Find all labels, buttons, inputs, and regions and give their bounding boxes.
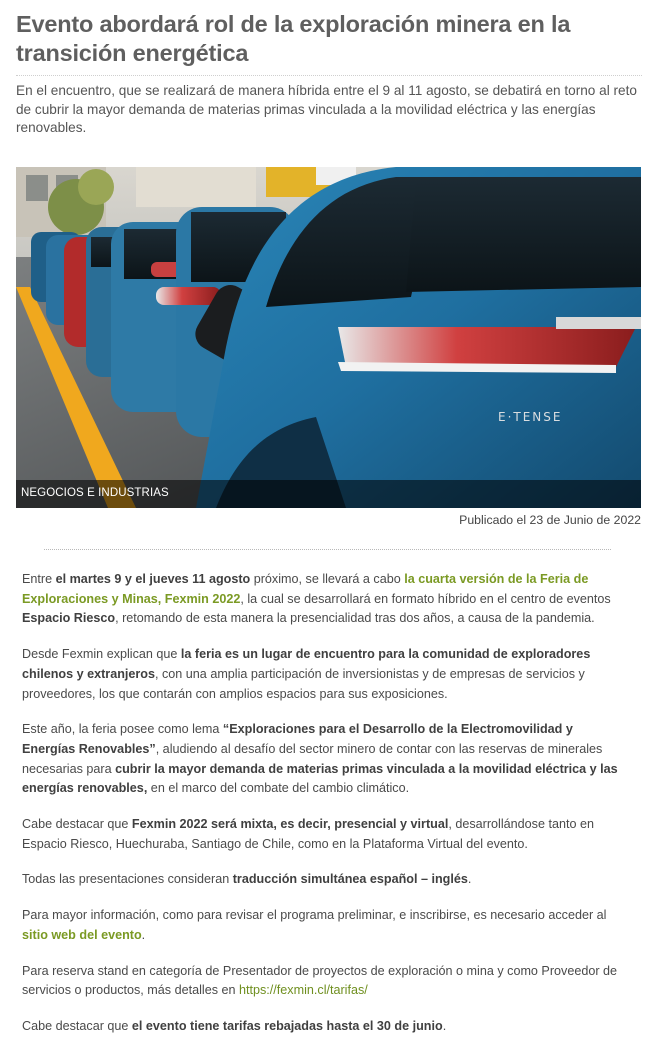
text-run: Cabe destacar que	[22, 1018, 132, 1033]
category-banner[interactable]	[16, 480, 641, 508]
text-run: Todas las presentaciones consideran	[22, 872, 233, 887]
bold-text: traducción simultánea español – inglés	[232, 872, 468, 887]
text-run: , la cual se desarrollará en formato híbrido en el centro de eventos	[240, 591, 611, 606]
bold-text: “Exploraciones para el Desarrollo de la Electromovilidad y Energías Renovables”	[22, 722, 573, 756]
paragraph	[22, 570, 622, 629]
bold-text: Fexmin 2022 será mixta, es decir, presencial y virtual	[131, 817, 449, 832]
text-run: .	[141, 927, 146, 942]
article-link[interactable]: sitio web del evento	[22, 927, 142, 942]
bold-text: el evento tiene tarifas rebajadas hasta el 30 de junio	[131, 1018, 443, 1033]
paragraph	[22, 1017, 622, 1037]
text-run: en el marco del combate del cambio climático.	[147, 781, 410, 796]
article-lead: En el encuentro, que se realizará de manera híbrida entre el 9 al 11 agosto, se debatirá en torno al reto de cubrir la mayor demanda de materias primas vinculada a la movilidad eléctrica y las energías renovables.	[16, 83, 637, 135]
bold-text: cubrir la mayor demanda de materias primas vinculada a la movilidad eléctrica y las energías renovables	[22, 761, 618, 796]
bold-text: ,	[143, 781, 148, 796]
category-label[interactable]: NEGOCIOS E INDUSTRIAS	[21, 487, 169, 499]
text-run: Entre	[22, 572, 56, 586]
car-badge-text: E·TENSE	[498, 410, 563, 424]
paragraph	[22, 870, 622, 890]
text-run: , retomando de esta manera la presencialidad tras dos años, a causa de la pandemia.	[115, 611, 595, 626]
paragraph	[22, 815, 622, 854]
url-link[interactable]: https://fexmin.cl/tarifas/	[239, 983, 368, 998]
text-run: , desarrollándose tanto en Espacio Riesco, Huechuraba, Santiago de Chile, como en la Plataforma Virtual del evento.	[22, 817, 594, 851]
body-divider	[44, 549, 611, 550]
text-run: Desde Fexmin explican que	[22, 647, 181, 662]
electric-cars-photo	[16, 167, 641, 508]
text-run: Cabe destacar que	[22, 817, 132, 832]
bold-text: Espacio Riesco	[22, 611, 116, 626]
paragraph	[22, 645, 622, 704]
article-body	[22, 570, 622, 1053]
text-run: Este año, la feria posee como lema	[22, 722, 223, 737]
text-run: Para mayor información, como para revisar el programa preliminar, e inscribirse, es necesario acceder al	[22, 908, 607, 923]
text-run: próximo, se llevará a cabo	[250, 572, 405, 586]
paragraph	[22, 962, 622, 1001]
text-run: , con una amplia participación de inversionistas y de empresas de servicios y proveedores, los que contarán con amplios espacios para sus exposiciones.	[22, 666, 585, 701]
article-link[interactable]: la cuarta versión de la Feria de Exploraciones y Minas, Fexmin 2022	[22, 572, 589, 606]
text-run: .	[467, 872, 472, 887]
paragraph	[22, 720, 622, 799]
text-run: , aludiendo al desafío del sector minero de contar con las reservas de minerales necesarias para	[22, 741, 603, 776]
text-run: .	[442, 1018, 447, 1033]
text-run: Para reserva stand en categoría de Presentador de proyectos de exploración o mina y como Proveedor de servicios o productos, más detalles en	[22, 963, 618, 998]
bold-text: el martes 9 y el jueves 11 agosto	[55, 572, 251, 586]
paragraph	[22, 906, 622, 945]
publish-date: Publicado el 23 de Junio de 2022	[459, 513, 641, 527]
title-divider	[16, 75, 642, 76]
bold-text: la feria es un lugar de encuentro para la comunidad de exploradores chilenos y extranjeros	[22, 647, 591, 681]
hero-image[interactable]	[16, 167, 641, 508]
article-title: Evento abordará rol de la exploración minera en la transición energética	[16, 11, 571, 66]
